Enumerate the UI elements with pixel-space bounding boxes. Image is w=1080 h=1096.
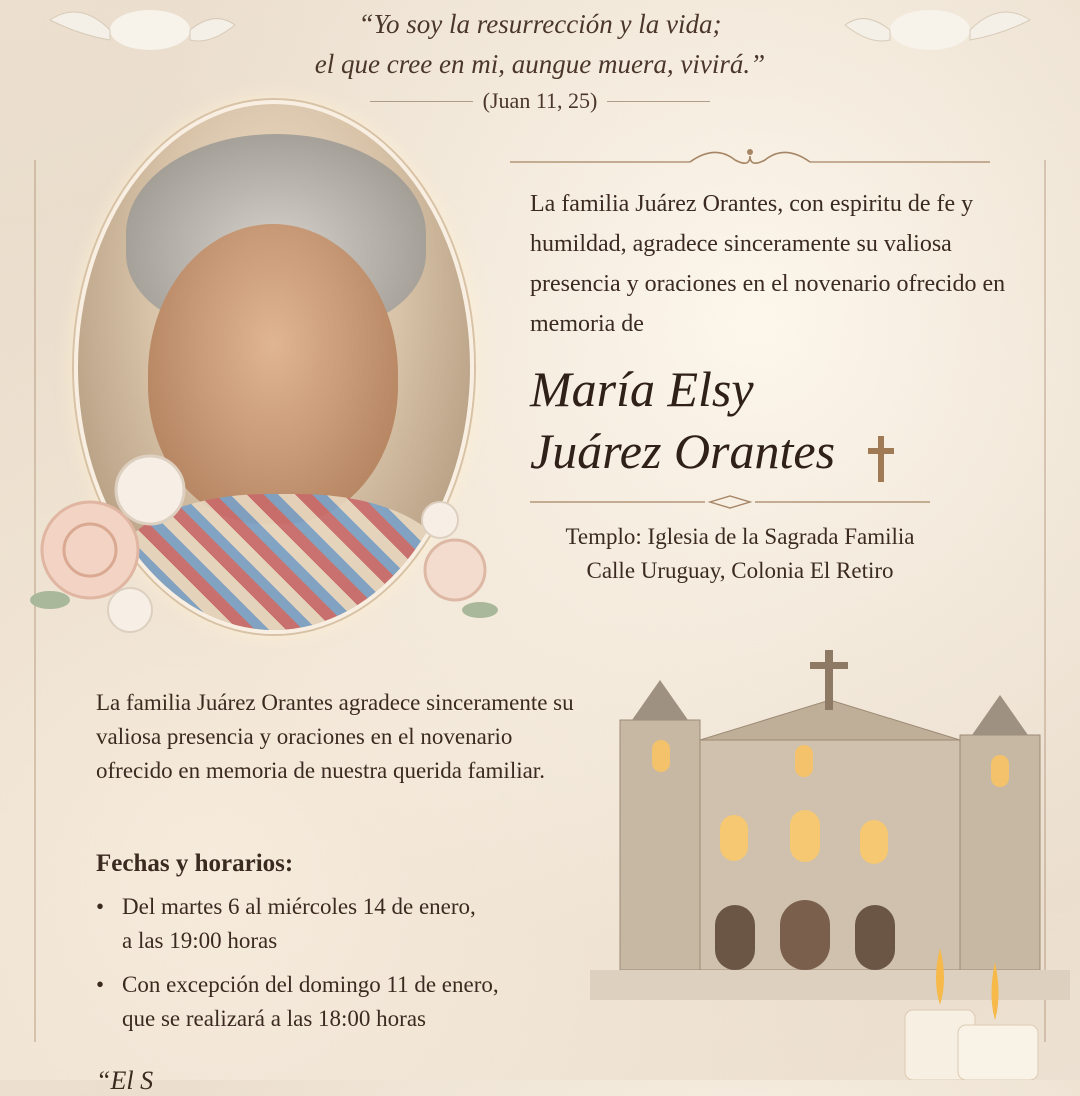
schedule-item-line-2: a las 19:00 horas [122,928,278,953]
temple-info [510,520,970,588]
flourish-ornament-icon [510,138,990,178]
divider [607,101,710,102]
temple-address: Calle Uruguay, Colonia El Retiro [586,558,894,583]
schedule-item-line-1: Del martes 6 al miércoles 14 de enero, [122,894,476,919]
quote-reference: (Juan 11, 25) [482,88,598,113]
schedule-item [96,890,596,958]
quote-reference-row [370,88,710,114]
quote-line-1: “Yo soy la resurrección y la vida; [358,9,722,39]
schedule-list [96,890,596,1046]
intro-text: La familia Juárez Orantes, con espiritu de fe y humildad, agradece sinceramente su valiosa presencia y oraciones en el novenario ofrecido en memoria de [530,191,1006,337]
schedule-item-line-1: Con excepción del domingo 11 de enero, [122,972,499,997]
gratitude-text: La familia Juárez Orantes agradece sinceramente su valiosa presencia y oraciones en el novenario ofrecido en memoria de nuestra querida familiar. [96,690,574,783]
temple-name: Templo: Iglesia de la Sagrada Familia [565,524,915,549]
cross-icon [866,434,896,484]
footer-quote-fragment: “El S [96,1066,154,1095]
candles-icon [900,940,1050,1080]
schedule-item-line-2: que se realizará a las 18:00 horas [122,1006,426,1031]
deceased-name-line-1: María Elsy [530,361,754,417]
bullet: • [96,972,105,997]
deceased-name-line-2: Juárez Orantes [530,423,836,479]
divider [370,101,473,102]
schedule-item [96,968,596,1036]
small-divider-ornament-icon [530,494,930,510]
deceased-name [530,358,1050,482]
bullet: • [96,894,105,919]
quote-line-2: el que cree en mi, aungue muera, vivirá.” [314,49,766,79]
roses-icon [20,430,500,660]
schedule-title: Fechas y horarios: [96,850,294,877]
bible-quote [0,4,1080,84]
